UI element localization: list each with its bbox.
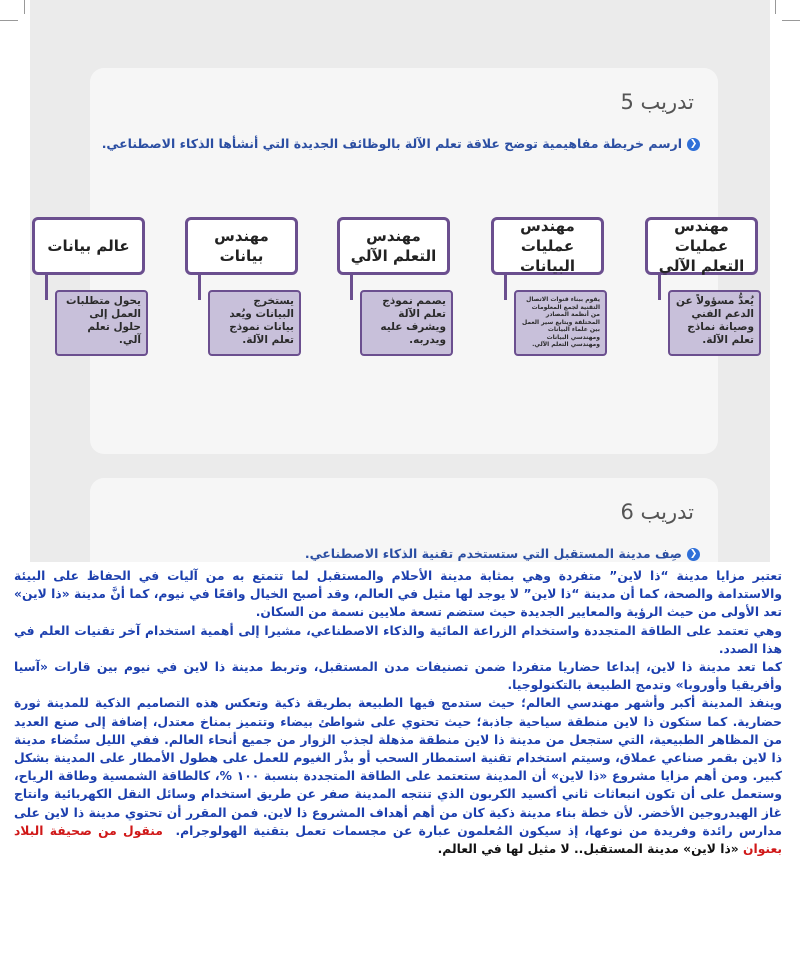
article-paragraph: كما تعد مدينة ذا لاين، إبداعا حضاريا متفردا ضمن تصنيفات مدن المستقبل، وتربط مدينة ذا لاين في نيوم بين قارات «آسيا وأفريقيا وأوروبا» وتدمج الطبيعة بالتكنولوجيا. bbox=[14, 660, 782, 693]
chevron-left-icon: ❮ bbox=[687, 138, 700, 151]
exercise6-title: تدريب 6 bbox=[620, 500, 694, 524]
connector-line bbox=[504, 275, 507, 300]
concept-node-ml-engineer: مهندس التعلم الآلي bbox=[337, 217, 450, 275]
concept-desc-data-engineer: يستخرج البيانات ويُعد بيانات نموذج تعلم الآلة. bbox=[208, 290, 301, 356]
connector-line bbox=[658, 275, 661, 300]
source-title: «ذا لاين» مدينة المستقبل.. لا مثيل لها في العالم. bbox=[437, 842, 739, 857]
article-paragraph: تعتبر مزايا مدينة “ذا لاين” متفردة وهي بمثابة مدينة الأحلام والمستقبل لما تتمتع به من آليات في الحفاظ على البيئة والاستدامة والصحة، كما أن مدينة “ذا لاين” لا يوجد لها مثيل في العالم، وقد أصبح الخيال واقعًا في نيوم، كما أنَّ مدينة «ذا لاين» تعد الأولى من حيث الرؤية والمعايير الجديدة حيث ستضم تسعة ملايين نسمة من السكان. bbox=[14, 569, 782, 620]
concept-node-dataops: مهندس عمليات البيانات bbox=[491, 217, 604, 275]
connector-line bbox=[198, 275, 201, 300]
crop-mark bbox=[782, 20, 800, 21]
concept-desc-dataops: يقوم ببناء قنوات الاتصال التقنية لجمع المعلومات من أنظمة المصادر المختلفة ويتابع سير العمل بين علماء البيانات ومهندسي البيانات ومهندسي التعلم الآلي. bbox=[514, 290, 607, 356]
crop-mark bbox=[0, 20, 18, 21]
concept-node-data-scientist: عالم بيانات bbox=[32, 217, 145, 275]
connector-line bbox=[350, 275, 353, 300]
concept-desc-mlops: يُعدُّ مسؤولاً عن الدعم الفني وصيانة نماذج تعلم الآلة. bbox=[668, 290, 761, 356]
article-paragraph: وهي تعتمد على الطاقة المتجددة واستخدام الزراعة المائية والذكاء الاصطناعي، مشيرا إلى أهمية استخدام آخر تقنيات العلم في هذا الصدد. bbox=[14, 623, 782, 656]
connector-line bbox=[45, 275, 48, 300]
source-label: منقول من صحيفة البلاد بعنوان bbox=[14, 823, 782, 857]
exercise5-prompt-text: ارسم خريطة مفاهيمية توضح علاقة تعلم الآلة بالوظائف الجديدة التي أنشأها الذكاء الاصطناعي. bbox=[101, 136, 682, 151]
exercise6-card bbox=[90, 478, 718, 562]
exercise5-title: تدريب 5 bbox=[620, 90, 694, 114]
concept-desc-data-scientist: يحول متطلبات العمل إلى حلول تعلم آلي. bbox=[55, 290, 148, 356]
exercise5-prompt bbox=[102, 136, 700, 151]
concept-node-mlops: مهندس عمليات التعلم الآلي bbox=[645, 217, 758, 275]
article-paragraph bbox=[14, 694, 782, 858]
article-paragraph-text: وينفذ المدينة أكبر وأشهر مهندسي العالم؛ حيث ستدمج فيها الطبيعة بطريقة ذكية وتعكس هذه التصاميم الذكية للمدينة ثورة حضارية. كما ستكون ذا لاين منطقة سياحية جاذبة؛ حيث تحتوي على شواطئ بيضاء وتتميز بمناخ معتدل، إضافة إلى صنع العديد من المظاهر الطبيعية، التي ستجعل من مدينة ذا لاين منطقة مذهلة لجذب الزوار من جميع أنحاء العالم. ففي الليل ستُضاء مدينة ذا لاين بقمر صناعي عملاق، وسيتم استخدام تقنية استمطار السحب أو بذْر الغيوم للعمل على هطول الأمطار على المدينة بشكل كبير. ومن أهم مزايا مشروع «ذا لاين» أن المدينة ستعتمد على الطاقة المتجددة بنسبة ١٠٠ %، كالطاقة الشمسية وطاقة الرياح، وستعمل على أن تكون انبعاثات ثاني أكسيد الكربون الذي تنتجه المدينة صفر عن طريق استخدام وسائل النقل الكهربائية وانتاج غاز الهيدروجين الأخضر. لأن خطة بناء مدينة ذكية كان من أهم أهداف المشروع ذا لاين. فمن المقرر أن تحتوي مدينة ذا لاين على مدارس رائدة وفريدة من نوعها، إذ سيكون المُعلمون عبارة عن مجسمات تعمل بتقنية الهولوجرام. bbox=[14, 696, 783, 838]
crop-mark bbox=[775, 0, 776, 14]
concept-node-data-engineer: مهندس بيانات bbox=[185, 217, 298, 275]
chevron-left-icon: ❮ bbox=[687, 548, 700, 561]
crop-mark bbox=[24, 0, 25, 14]
exercise6-prompt-text: صِف مدينة المستقبل التي ستستخدم تقنية الذكاء الاصطناعي. bbox=[304, 546, 682, 561]
article-body bbox=[0, 567, 800, 959]
concept-desc-ml-engineer: يصمم نموذج تعلم الآلة ويشرف عليه ويدربه. bbox=[360, 290, 453, 356]
exercise6-prompt bbox=[305, 546, 700, 561]
